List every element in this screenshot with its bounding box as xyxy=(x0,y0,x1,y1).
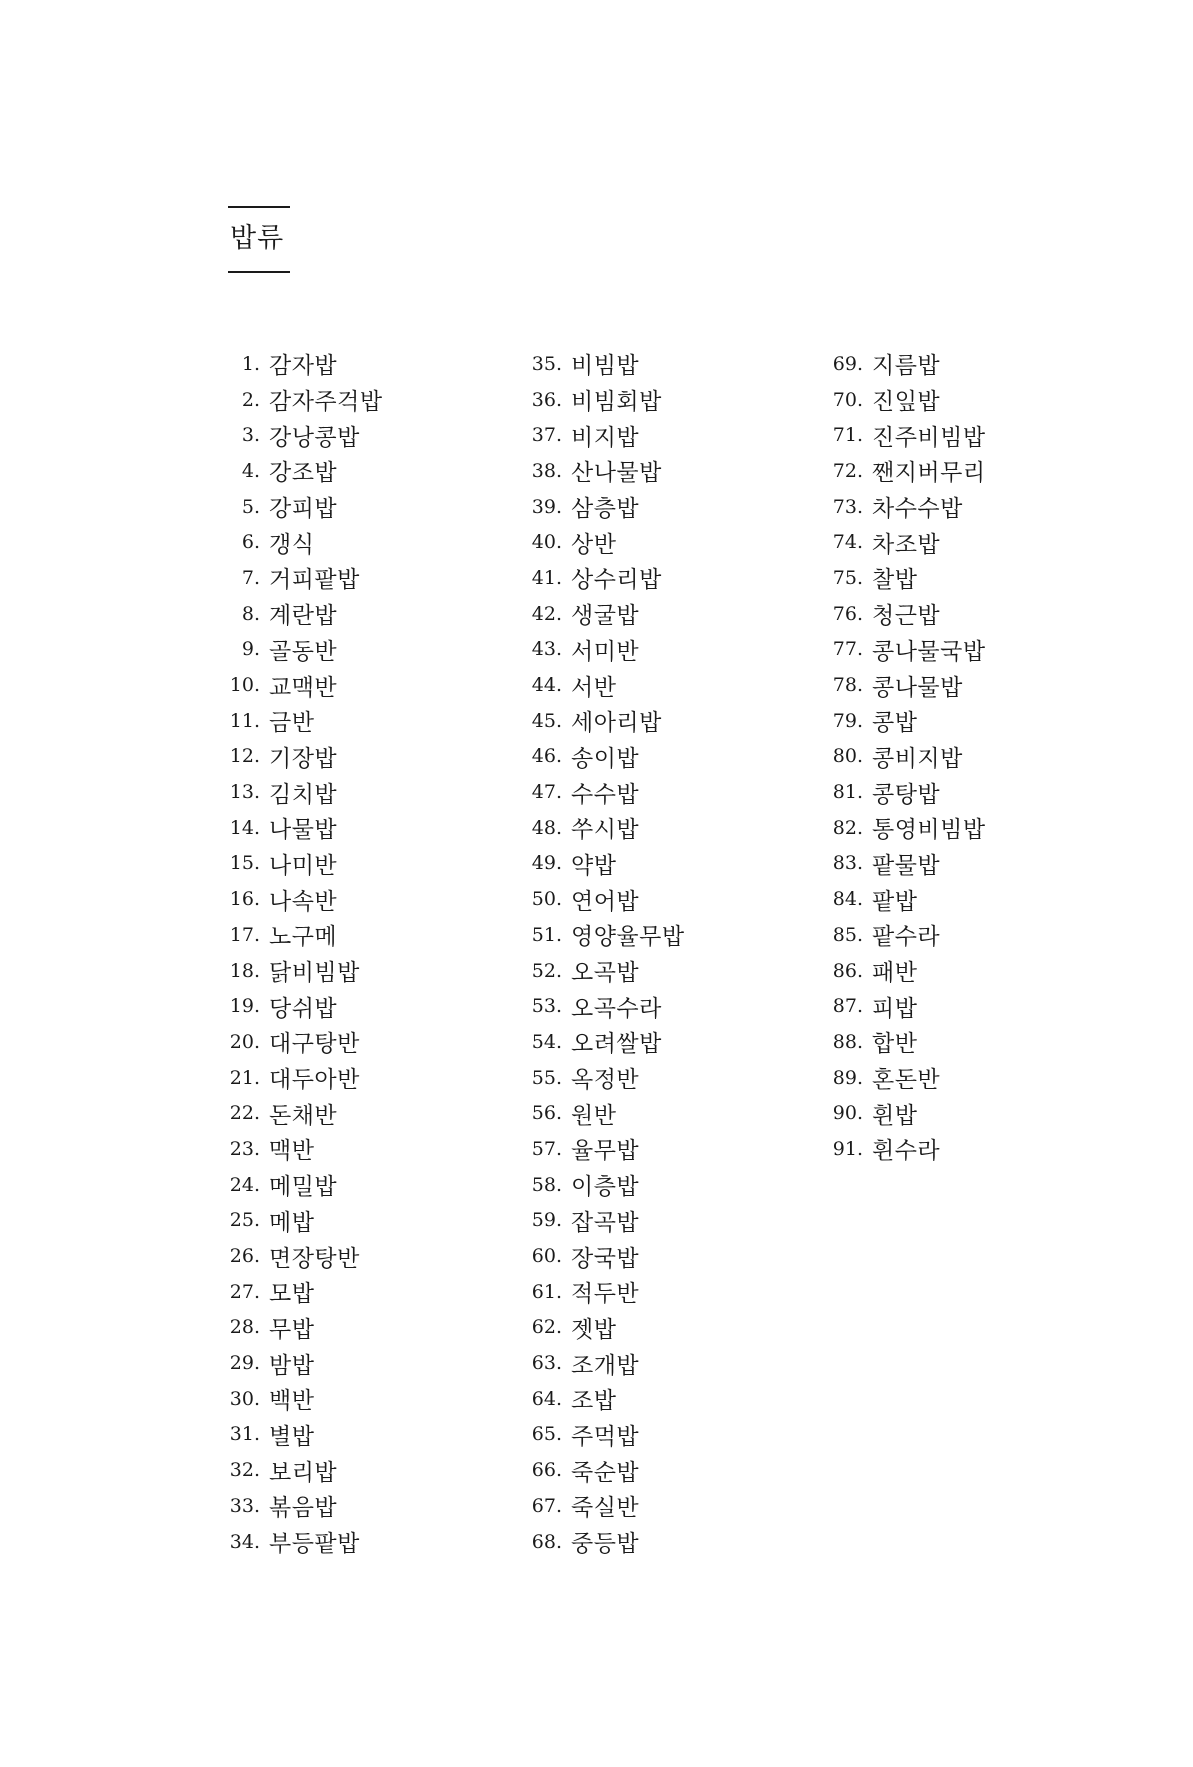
item-name: 젯밥 xyxy=(571,1316,617,1343)
list-item xyxy=(811,489,986,525)
list-item xyxy=(200,560,383,596)
item-number: 67. xyxy=(531,1494,562,1517)
item-number: 88. xyxy=(832,1030,863,1053)
item-name: 휜수라 xyxy=(872,1138,941,1165)
item-name: 생굴밥 xyxy=(571,603,640,630)
item-name: 적두반 xyxy=(571,1281,640,1308)
list-item xyxy=(510,1488,685,1524)
list-item xyxy=(510,1310,685,1346)
item-number: 80. xyxy=(832,745,863,768)
list-item xyxy=(811,846,986,882)
list-item xyxy=(200,1095,383,1131)
item-name: 골동반 xyxy=(269,638,338,665)
list-item xyxy=(200,1060,383,1096)
item-number: 49. xyxy=(531,852,562,875)
item-name: 진잎밥 xyxy=(872,389,941,416)
list-item xyxy=(510,524,685,560)
list-item xyxy=(510,774,685,810)
item-name: 비지밥 xyxy=(571,424,640,451)
item-number: 44. xyxy=(531,674,562,697)
item-name: 콩나물밥 xyxy=(872,674,963,701)
list-item xyxy=(510,346,685,382)
item-number: 56. xyxy=(531,1102,562,1125)
item-name: 짼지버무리 xyxy=(872,460,986,487)
list-item xyxy=(200,1417,383,1453)
list-item xyxy=(200,810,383,846)
item-number: 54. xyxy=(531,1030,562,1053)
item-number: 85. xyxy=(832,923,863,946)
list-item xyxy=(811,560,986,596)
item-number: 25. xyxy=(229,1209,260,1232)
list-item xyxy=(811,810,986,846)
item-number: 77. xyxy=(832,638,863,661)
item-name: 맥반 xyxy=(269,1138,315,1165)
list-item xyxy=(510,560,685,596)
item-number: 75. xyxy=(832,566,863,589)
list-item xyxy=(200,1488,383,1524)
item-number: 73. xyxy=(832,495,863,518)
item-number: 36. xyxy=(531,388,562,411)
list-item xyxy=(510,1274,685,1310)
item-name: 휜밥 xyxy=(872,1102,918,1129)
item-name: 팥수라 xyxy=(872,924,941,951)
item-name: 송이밥 xyxy=(571,745,640,772)
item-name: 닭비빔밥 xyxy=(269,960,360,987)
item-name: 연어밥 xyxy=(571,888,640,915)
list-item xyxy=(200,1024,383,1060)
item-name: 세아리밥 xyxy=(571,710,662,737)
list-item xyxy=(200,346,383,382)
list-item xyxy=(200,846,383,882)
item-name: 주먹밥 xyxy=(571,1423,640,1450)
item-name: 백반 xyxy=(269,1388,315,1415)
item-name: 산나물밥 xyxy=(571,460,662,487)
item-number: 68. xyxy=(531,1530,562,1553)
list-item xyxy=(510,667,685,703)
item-number: 61. xyxy=(531,1280,562,1303)
item-name: 진주비빔밥 xyxy=(872,424,986,451)
item-number: 34. xyxy=(229,1530,260,1553)
list-item xyxy=(200,1452,383,1488)
list-item xyxy=(811,953,986,989)
item-name: 강피밥 xyxy=(269,496,338,523)
list-item xyxy=(811,703,986,739)
list-item xyxy=(510,739,685,775)
list-item xyxy=(200,1167,383,1203)
item-number: 78. xyxy=(832,674,863,697)
item-number: 32. xyxy=(229,1459,260,1482)
list-item xyxy=(811,739,986,775)
item-number: 76. xyxy=(832,602,863,625)
item-name: 죽실반 xyxy=(571,1495,640,1522)
item-name: 서반 xyxy=(571,674,617,701)
item-number: 29. xyxy=(229,1352,260,1375)
item-number: 30. xyxy=(229,1387,260,1410)
item-name: 메밀밥 xyxy=(269,1174,338,1201)
item-number: 24. xyxy=(229,1173,260,1196)
item-name: 계란밥 xyxy=(269,603,338,630)
item-name: 조개밥 xyxy=(571,1352,640,1379)
item-name: 대구탕반 xyxy=(269,1031,360,1058)
item-number: 31. xyxy=(229,1423,260,1446)
item-name: 볶음밥 xyxy=(269,1495,338,1522)
list-item xyxy=(811,596,986,632)
item-name: 메밥 xyxy=(269,1209,315,1236)
list-item xyxy=(510,881,685,917)
item-name: 대두아반 xyxy=(269,1067,360,1094)
item-number: 83. xyxy=(832,852,863,875)
list-item xyxy=(200,1381,383,1417)
item-name: 혼돈반 xyxy=(872,1067,941,1094)
item-number: 11. xyxy=(229,709,260,732)
item-name: 수수밥 xyxy=(571,781,640,808)
item-name: 차수수밥 xyxy=(872,496,963,523)
list-item xyxy=(811,881,986,917)
item-number: 53. xyxy=(531,995,562,1018)
item-number: 65. xyxy=(531,1423,562,1446)
item-number: 27. xyxy=(229,1280,260,1303)
item-number: 79. xyxy=(832,709,863,732)
list-item xyxy=(200,1274,383,1310)
item-name: 콩나물국밥 xyxy=(872,638,986,665)
item-name: 비빔회밥 xyxy=(571,389,662,416)
list-item xyxy=(811,1024,986,1060)
item-name: 콩비지밥 xyxy=(872,745,963,772)
list-item xyxy=(200,774,383,810)
list-item xyxy=(510,810,685,846)
item-number: 46. xyxy=(531,745,562,768)
item-number: 4. xyxy=(241,459,260,482)
item-name: 감자밥 xyxy=(269,353,338,380)
item-name: 강낭콩밥 xyxy=(269,424,360,451)
item-number: 41. xyxy=(531,566,562,589)
item-name: 서미반 xyxy=(571,638,640,665)
item-number: 45. xyxy=(531,709,562,732)
item-name: 콩밥 xyxy=(872,710,918,737)
list-item xyxy=(200,489,383,525)
list-item xyxy=(811,453,986,489)
item-number: 51. xyxy=(531,923,562,946)
item-name: 당쉬밥 xyxy=(269,995,338,1022)
item-name: 잡곡밥 xyxy=(571,1209,640,1236)
item-number: 35. xyxy=(531,352,562,375)
item-number: 58. xyxy=(531,1173,562,1196)
item-number: 52. xyxy=(531,959,562,982)
item-name: 약밥 xyxy=(571,852,617,879)
list-item xyxy=(811,524,986,560)
item-number: 91. xyxy=(832,1137,863,1160)
item-name: 팥밥 xyxy=(872,888,918,915)
list-item xyxy=(200,1238,383,1274)
item-name: 영양율무밥 xyxy=(571,924,685,951)
item-number: 33. xyxy=(229,1494,260,1517)
item-name: 강조밥 xyxy=(269,460,338,487)
list-item xyxy=(811,417,986,453)
item-name: 상반 xyxy=(571,531,617,558)
item-name: 통영비빔밥 xyxy=(872,817,986,844)
list-item xyxy=(200,382,383,418)
item-name: 나물밥 xyxy=(269,817,338,844)
item-name: 콩탕밥 xyxy=(872,781,941,808)
item-name: 삼층밥 xyxy=(571,496,640,523)
list-item xyxy=(811,1060,986,1096)
list-item xyxy=(811,382,986,418)
item-name: 옥정반 xyxy=(571,1067,640,1094)
item-name: 이층밥 xyxy=(571,1174,640,1201)
list-item xyxy=(510,489,685,525)
item-number: 70. xyxy=(832,388,863,411)
item-number: 59. xyxy=(531,1209,562,1232)
list-item xyxy=(811,667,986,703)
item-number: 42. xyxy=(531,602,562,625)
item-number: 18. xyxy=(229,959,260,982)
item-name: 원반 xyxy=(571,1102,617,1129)
item-number: 81. xyxy=(832,781,863,804)
item-number: 6. xyxy=(241,531,260,554)
item-name: 찰밥 xyxy=(872,567,918,594)
item-number: 37. xyxy=(531,424,562,447)
list-item xyxy=(510,917,685,953)
item-number: 71. xyxy=(832,424,863,447)
item-number: 38. xyxy=(531,459,562,482)
list-item xyxy=(811,632,986,668)
list-item xyxy=(510,1060,685,1096)
list-item xyxy=(811,988,986,1024)
list-item xyxy=(200,988,383,1024)
item-name: 오곡밥 xyxy=(571,960,640,987)
item-name: 비빔밥 xyxy=(571,353,640,380)
item-name: 오려쌀밥 xyxy=(571,1031,662,1058)
list-item xyxy=(200,917,383,953)
item-name: 무밥 xyxy=(269,1316,315,1343)
list-item xyxy=(200,1524,383,1560)
item-name: 죽순밥 xyxy=(571,1459,640,1486)
item-name: 보리밥 xyxy=(269,1459,338,1486)
list-item xyxy=(811,774,986,810)
list-item xyxy=(200,524,383,560)
item-name: 율무밥 xyxy=(571,1138,640,1165)
item-number: 1. xyxy=(241,352,260,375)
list-item xyxy=(510,596,685,632)
item-number: 90. xyxy=(832,1102,863,1125)
item-name: 장국밥 xyxy=(571,1245,640,1272)
item-name: 지름밥 xyxy=(872,353,941,380)
item-name: 상수리밥 xyxy=(571,567,662,594)
list-item xyxy=(200,1345,383,1381)
item-number: 28. xyxy=(229,1316,260,1339)
item-number: 19. xyxy=(229,995,260,1018)
item-number: 69. xyxy=(832,352,863,375)
item-name: 차조밥 xyxy=(872,531,941,558)
item-number: 84. xyxy=(832,888,863,911)
item-number: 20. xyxy=(229,1030,260,1053)
list-item xyxy=(200,632,383,668)
item-number: 10. xyxy=(229,674,260,697)
list-item xyxy=(200,596,383,632)
list-item xyxy=(510,632,685,668)
item-number: 16. xyxy=(229,888,260,911)
list-item xyxy=(811,1095,986,1131)
item-name: 중등밥 xyxy=(571,1531,640,1558)
item-number: 87. xyxy=(832,995,863,1018)
list-item xyxy=(200,1131,383,1167)
list-item xyxy=(510,1417,685,1453)
item-number: 57. xyxy=(531,1137,562,1160)
item-number: 66. xyxy=(531,1459,562,1482)
item-name: 나속반 xyxy=(269,888,338,915)
item-number: 72. xyxy=(832,459,863,482)
item-name: 돈채반 xyxy=(269,1102,338,1129)
item-number: 89. xyxy=(832,1066,863,1089)
item-name: 금반 xyxy=(269,710,315,737)
item-number: 74. xyxy=(832,531,863,554)
item-name: 노구메 xyxy=(269,924,338,951)
item-number: 7. xyxy=(241,566,260,589)
list-item xyxy=(811,1131,986,1167)
item-name: 김치밥 xyxy=(269,781,338,808)
item-name: 밤밥 xyxy=(269,1352,315,1379)
item-name: 조밥 xyxy=(571,1388,617,1415)
item-name: 기장밥 xyxy=(269,745,338,772)
list-item xyxy=(510,1095,685,1131)
item-name: 쑤시밥 xyxy=(571,817,640,844)
item-number: 86. xyxy=(832,959,863,982)
item-number: 43. xyxy=(531,638,562,661)
item-name: 갱식 xyxy=(269,531,315,558)
list-item xyxy=(200,703,383,739)
list-item xyxy=(510,382,685,418)
item-name: 합반 xyxy=(872,1031,918,1058)
list-item xyxy=(510,1167,685,1203)
item-name: 감자주걱밥 xyxy=(269,389,383,416)
list-item xyxy=(200,1203,383,1239)
list-item xyxy=(510,846,685,882)
list-item xyxy=(510,703,685,739)
list-item xyxy=(510,417,685,453)
item-number: 8. xyxy=(241,602,260,625)
item-name: 교맥반 xyxy=(269,674,338,701)
item-number: 48. xyxy=(531,816,562,839)
item-name: 부등팥밥 xyxy=(269,1531,360,1558)
list-column-2 xyxy=(510,346,685,1559)
list-item xyxy=(200,417,383,453)
list-column-3 xyxy=(811,346,986,1167)
item-number: 9. xyxy=(241,638,260,661)
list-item xyxy=(200,1310,383,1346)
list-item xyxy=(200,881,383,917)
list-item xyxy=(811,917,986,953)
item-number: 13. xyxy=(229,781,260,804)
item-number: 2. xyxy=(241,388,260,411)
item-number: 62. xyxy=(531,1316,562,1339)
list-item xyxy=(811,346,986,382)
item-name: 면장탕반 xyxy=(269,1245,360,1272)
list-item xyxy=(510,1452,685,1488)
item-name: 모밥 xyxy=(269,1281,315,1308)
heading-bottom-rule xyxy=(228,271,290,273)
item-name: 피밥 xyxy=(872,995,918,1022)
list-item xyxy=(510,988,685,1024)
item-number: 5. xyxy=(241,495,260,518)
item-name: 청근밥 xyxy=(872,603,941,630)
item-name: 나미반 xyxy=(269,852,338,879)
list-item xyxy=(510,1381,685,1417)
list-item xyxy=(510,1203,685,1239)
item-name: 패반 xyxy=(872,960,918,987)
item-number: 12. xyxy=(229,745,260,768)
item-number: 55. xyxy=(531,1066,562,1089)
item-number: 39. xyxy=(531,495,562,518)
item-number: 40. xyxy=(531,531,562,554)
item-number: 17. xyxy=(229,923,260,946)
item-number: 14. xyxy=(229,816,260,839)
list-item xyxy=(510,1345,685,1381)
item-name: 오곡수라 xyxy=(571,995,662,1022)
list-item xyxy=(510,1131,685,1167)
section-heading-block xyxy=(228,206,290,273)
list-item xyxy=(510,1524,685,1560)
section-heading: 밥류 xyxy=(230,223,285,254)
list-item xyxy=(200,667,383,703)
list-item xyxy=(200,453,383,489)
item-number: 63. xyxy=(531,1352,562,1375)
item-number: 60. xyxy=(531,1245,562,1268)
item-name: 팥물밥 xyxy=(872,852,941,879)
list-item xyxy=(200,953,383,989)
list-column-1 xyxy=(200,346,383,1559)
item-number: 47. xyxy=(531,781,562,804)
item-number: 64. xyxy=(531,1387,562,1410)
list-item xyxy=(510,1024,685,1060)
item-number: 15. xyxy=(229,852,260,875)
item-number: 50. xyxy=(531,888,562,911)
item-name: 별밥 xyxy=(269,1423,315,1450)
item-number: 21. xyxy=(229,1066,260,1089)
list-item xyxy=(200,739,383,775)
list-item xyxy=(510,953,685,989)
list-item xyxy=(510,1238,685,1274)
list-item xyxy=(510,453,685,489)
item-number: 22. xyxy=(229,1102,260,1125)
item-number: 82. xyxy=(832,816,863,839)
item-number: 26. xyxy=(229,1245,260,1268)
item-number: 3. xyxy=(241,424,260,447)
item-name: 거피팥밥 xyxy=(269,567,360,594)
item-number: 23. xyxy=(229,1137,260,1160)
